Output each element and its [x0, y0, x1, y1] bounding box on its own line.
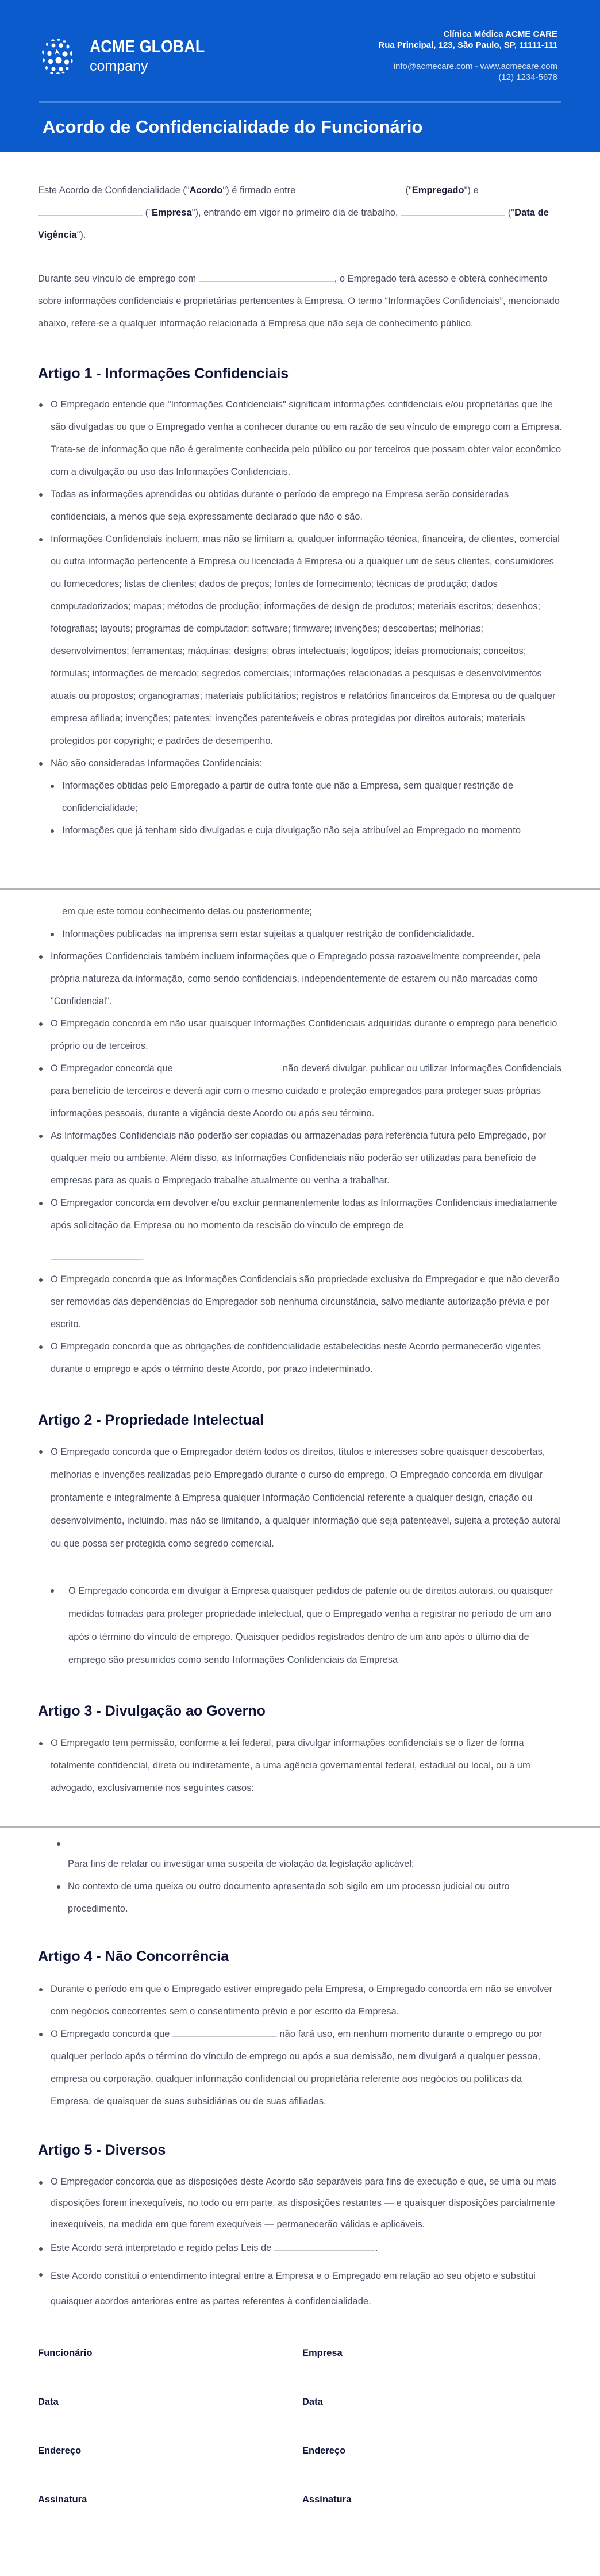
- term-empregado: Empregado: [411, 185, 464, 195]
- sub-list-item: Informações que já tenham sido divulgadas e cuja divulgação não seja atribuível ao Empregado no momento: [38, 820, 564, 842]
- party-name-blank[interactable]: [175, 1063, 280, 1071]
- list-item: O Empregado tem permissão, conforme a lei federal, para divulgar informações confidenciais se o fizer de forma totalmente confidencial, direta ou indiretamente, a uma agência governamental federal, estadual ou local, ou a um advogado, exclusivamente nos seguintes casos:: [38, 1732, 564, 1800]
- text: ") é firmado entre: [222, 185, 298, 195]
- list-item: Este Acordo constitui o entendimento integral entre a Empresa e o Empregado em relação ao seu objeto e substitui quaisquer acordos anteriores entre as partes referentes à confidencialidade.: [38, 2263, 564, 2314]
- text: Este Acordo será interpretado e regido pelas Leis de: [51, 2243, 274, 2253]
- list-item: Informações Confidenciais também incluem informações que o Empregado possa razoavelmente compreender, pela própria natureza da informação, como sendo confidenciais, independentemente de estarem ou não marcadas como "Confidencial".: [38, 945, 564, 1013]
- list-item: O Empregado concorda em divulgar à Empresa quaisquer pedidos de patente ou de direitos autorais, ou quaisquer medidas tomadas para proteger propriedade intelectual, que o Empregado venha a registrar no período de um ano após o término do vínculo de emprego. Quaisquer pedidos registrados dentro de um ano após o último dia de emprego são presumidos como sendo Informações Confidenciais da Empresa: [38, 1579, 564, 1671]
- text: .: [375, 2243, 378, 2253]
- article-3-title: Artigo 3 - Divulgação ao Governo: [38, 1703, 266, 1719]
- employee-name-blank[interactable]: [51, 1252, 141, 1260]
- sub-list-item-continuation: em que este tomou conhecimento delas ou posteriormente;: [62, 906, 312, 917]
- signature-section: [38, 2346, 567, 2576]
- employer-name-blank[interactable]: [199, 274, 334, 282]
- list-item: O Empregado concorda que as Informações Confidenciais são propriedade exclusiva do Empregador e que não deverão ser removidas das dependências do Empregador sob nenhuma circunstância, salvo mediante autorização prévia e por escrito.: [38, 1268, 564, 1336]
- text: (": [505, 207, 515, 218]
- text: (": [143, 207, 152, 218]
- signature-label-employee: Funcionário: [38, 2348, 93, 2358]
- list-item: Todas as informações aprendidas ou obtidas durante o período de emprego na Empresa serão consideradas confidenciais, a menos que seja expressamente declarado que não o são.: [38, 483, 564, 528]
- list-item: [38, 2023, 564, 2113]
- clinic-phone: (12) 1234-5678: [498, 72, 557, 82]
- globe-dots-icon: [39, 37, 76, 74]
- text: O Empregador concorda em devolver e/ou excluir permanentemente todas as Informações Confidenciais imediatamente após solicitação da Empresa ou no momento da rescisão do vínculo de emprego de: [51, 1198, 557, 1231]
- jurisdiction-blank[interactable]: [274, 2243, 375, 2251]
- employee-name-blank[interactable]: [172, 2029, 277, 2037]
- article-2-list: [38, 1440, 564, 1671]
- list-item: [38, 1058, 564, 1125]
- clinic-name: Clínica Médica ACME CARE: [443, 29, 557, 39]
- list-item: Durante o período em que o Empregado estiver empregado pela Empresa, o Empregado concorda em não se envolver com negócios concorrentes sem o consentimento prévio e por escrito da Empresa.: [38, 1978, 564, 2023]
- page-break: [0, 888, 600, 890]
- logo-name: ACME GLOBAL: [90, 36, 205, 56]
- signature-label-address: Endereço: [38, 2446, 82, 2456]
- list-item: O Empregado concorda em não usar quaisquer Informações Confidenciais adquiridas durante o emprego para benefício próprio ou de terceiros.: [38, 1013, 564, 1058]
- list-item: O Empregador concorda que as disposições deste Acordo são separáveis para fins de execução e que, se uma ou mais disposições forem inexequíveis, no todo ou em parte, as disposições restantes — e quaisquer disposições parcialmente inexequíveis, na medida em que forem exequíveis — permanecerão válidas e aplicáveis.: [38, 2171, 564, 2235]
- signature-label-date: Data: [38, 2397, 59, 2407]
- article-2-title: Artigo 2 - Propriedade Intelectual: [38, 1412, 264, 1428]
- list-item: [38, 1192, 564, 1268]
- article-3-list: [38, 1732, 564, 1800]
- term-data-vigencia: Data de Vigência: [38, 207, 549, 240]
- list-item: As Informações Confidenciais não poderão ser copiadas ou armazenadas para referência futura pelo Empregado, por qualquer meio ou ambiente. Além disso, as Informações Confidenciais não poderão ser utilizadas para benefício de empresas para as quais o Empregado trabalhe atualmente ou venha a trabalhar.: [38, 1125, 564, 1192]
- text: , o Empregado terá acesso e obterá conhecimento sobre informações confidenciais e proprietárias pertencentes à Empresa. O termo “Informações Confidenciais”, mencionado abaixo, refere-se a qualquer informação relacionada à Empresa que não seja de conhecimento público.: [38, 274, 560, 329]
- text: Este Acordo de Confidencialidade (": [38, 185, 190, 195]
- list-item: Não são consideradas Informações Confidenciais:: [38, 752, 564, 775]
- text: (": [402, 185, 412, 195]
- signature-label-company: Empresa: [302, 2348, 343, 2358]
- article-5-title: Artigo 5 - Diversos: [38, 2142, 166, 2158]
- text: O Empregado concorda que: [51, 2029, 172, 2039]
- list-item: O Empregado entende que "Informações Confidenciais" significam informações confidenciais e/ou proprietárias que lhe são divulgadas ou que o Empregado venha a conhecer durante ou em razão de seu vínculo de emprego com a Empresa. Trata-se de informação que não é geralmente conhecida pelo público ou por terceiros que possam obter valor econômico com a divulgação ou uso das Informações Confidenciais.: [38, 394, 564, 483]
- document-title: Acordo de Confidencialidade do Funcionário: [43, 117, 423, 137]
- signature-label-date: Data: [302, 2397, 323, 2407]
- term-empresa: Empresa: [151, 207, 192, 218]
- company-name-blank[interactable]: [38, 207, 143, 216]
- list-item: O Empregado concorda que as obrigações de confidencialidade estabelecidas neste Acordo permanecerão vigentes durante o emprego e após o término deste Acordo, por prazo indeterminado.: [38, 1336, 564, 1381]
- list-item: Informações Confidenciais incluem, mas não se limitam a, qualquer informação técnica, financeira, de clientes, comercial ou outra informação pertencente à Empresa ou licenciada à Empresa ou a qualquer um de seus clientes, consumidores ou fornecedores; listas de clientes; dados de preços; fontes de fornecimento; técnicas de produção; dados computadorizados; mapas; métodos de produção; informações de design de produtos; materiais escritos; desenhos; fotografias; layouts; programas de computador; software; firmware; invenções; descobertas; melhorias; desenvolvimentos; ferramentas; máquinas; designs; obras intelectuais; logotipos; ideias promocionais; conceitos; fórmulas; informações de mercado; segredos comerciais; informações relacionadas a pesquisas e desenvolvimentos atuais ou propostos; organogramas; materiais publicitários; registros e relatórios financeiros da Empresa ou de qualquer empresa afiliada; invenções; patentes; invenções patenteáveis e obras protegidas por direitos autorais; materiais protegidos por copyright; e padrões de desempenho.: [38, 528, 564, 752]
- text: ") e: [464, 185, 479, 195]
- text: O Empregador concorda que: [51, 1063, 176, 1074]
- effective-date-blank[interactable]: [401, 207, 505, 216]
- article-1-list: [38, 394, 564, 842]
- sub-list-item: Informações publicadas na imprensa sem estar sujeitas a qualquer restrição de confidencialidade.: [38, 923, 564, 945]
- article-4-list: [38, 1978, 564, 2113]
- text: "), entrando em vigor no primeiro dia de trabalho,: [191, 207, 401, 218]
- sub-list-item: Para fins de relatar ou investigar uma suspeita de violação da legislação aplicável;: [38, 1832, 564, 1875]
- signature-label-address: Endereço: [302, 2446, 346, 2456]
- sub-list-item: No contexto de uma queixa ou outro documento apresentado sob sigilo em um processo judicial ou outro procedimento.: [38, 1875, 564, 1920]
- page-break: [0, 1826, 600, 1828]
- clinic-web[interactable]: info@acmecare.com - www.acmecare.com: [393, 61, 557, 71]
- term-acordo: Acordo: [189, 185, 223, 195]
- company-logo: [39, 37, 224, 75]
- article-1-list-continued: [38, 901, 564, 1381]
- document-body: [0, 179, 600, 2576]
- article-1-title: Artigo 1 - Informações Confidenciais: [38, 366, 289, 382]
- article-5-list: [38, 2171, 564, 2314]
- article-3-sublist: [38, 1832, 564, 1920]
- logo-subtitle: company: [90, 58, 148, 74]
- signature-label-signature: Assinatura: [302, 2494, 352, 2505]
- document-header: [0, 0, 600, 152]
- text: .: [141, 1252, 144, 1262]
- intro-paragraph-1: [38, 179, 564, 247]
- article-4-title: Artigo 4 - Não Concorrência: [38, 1948, 229, 1964]
- list-item: [38, 2237, 564, 2259]
- list-item: O Empregado concorda que o Empregador detém todos os direitos, títulos e interesses sobre quaisquer descobertas, melhorias e invenções realizadas pelo Empregado durante o curso do emprego. O Empregado concorda em divulgar prontamente e integralmente à Empresa qualquer Informação Confidencial referente a qualquer design, criação ou desenvolvimento, incluindo, mas não se limitando, a qualquer informação que seja patenteável, sujeita a proteção autoral ou que possa ser protegida como segredo comercial.: [38, 1440, 564, 1555]
- intro-paragraph-2: [38, 268, 564, 335]
- text: não deverá divulgar, publicar ou utilizar Informações Confidenciais para benefício de terceiros e deverá agir com o mesmo cuidado e proteção empregados para proteger suas próprias informações pessoais, durante a vigência deste Acordo ou após seu término.: [51, 1063, 562, 1118]
- text: Durante seu vínculo de emprego com: [38, 274, 199, 284]
- text: ").: [76, 230, 86, 240]
- text: não fará uso, em nenhum momento durante o emprego ou por qualquer período após o término do vínculo de emprego ou após a sua demissão, nem divulgará a qualquer pessoa, empresa ou corporação, qualquer informação confidencial ou proprietária referente aos negócios ou políticas da Empresa, de quaisquer de suas subsidiárias ou de suas afiliadas.: [51, 2029, 543, 2106]
- clinic-address: Rua Principal, 123, São Paulo, SP, 11111-111: [378, 40, 557, 50]
- contact-info: [378, 29, 557, 83]
- sub-list-item: Informações obtidas pelo Empregado a partir de outra fonte que não a Empresa, sem qualquer restrição de confidencialidade;: [38, 775, 564, 820]
- header-divider: [39, 101, 561, 103]
- signature-label-signature: Assinatura: [38, 2494, 87, 2505]
- employee-name-blank[interactable]: [298, 185, 403, 193]
